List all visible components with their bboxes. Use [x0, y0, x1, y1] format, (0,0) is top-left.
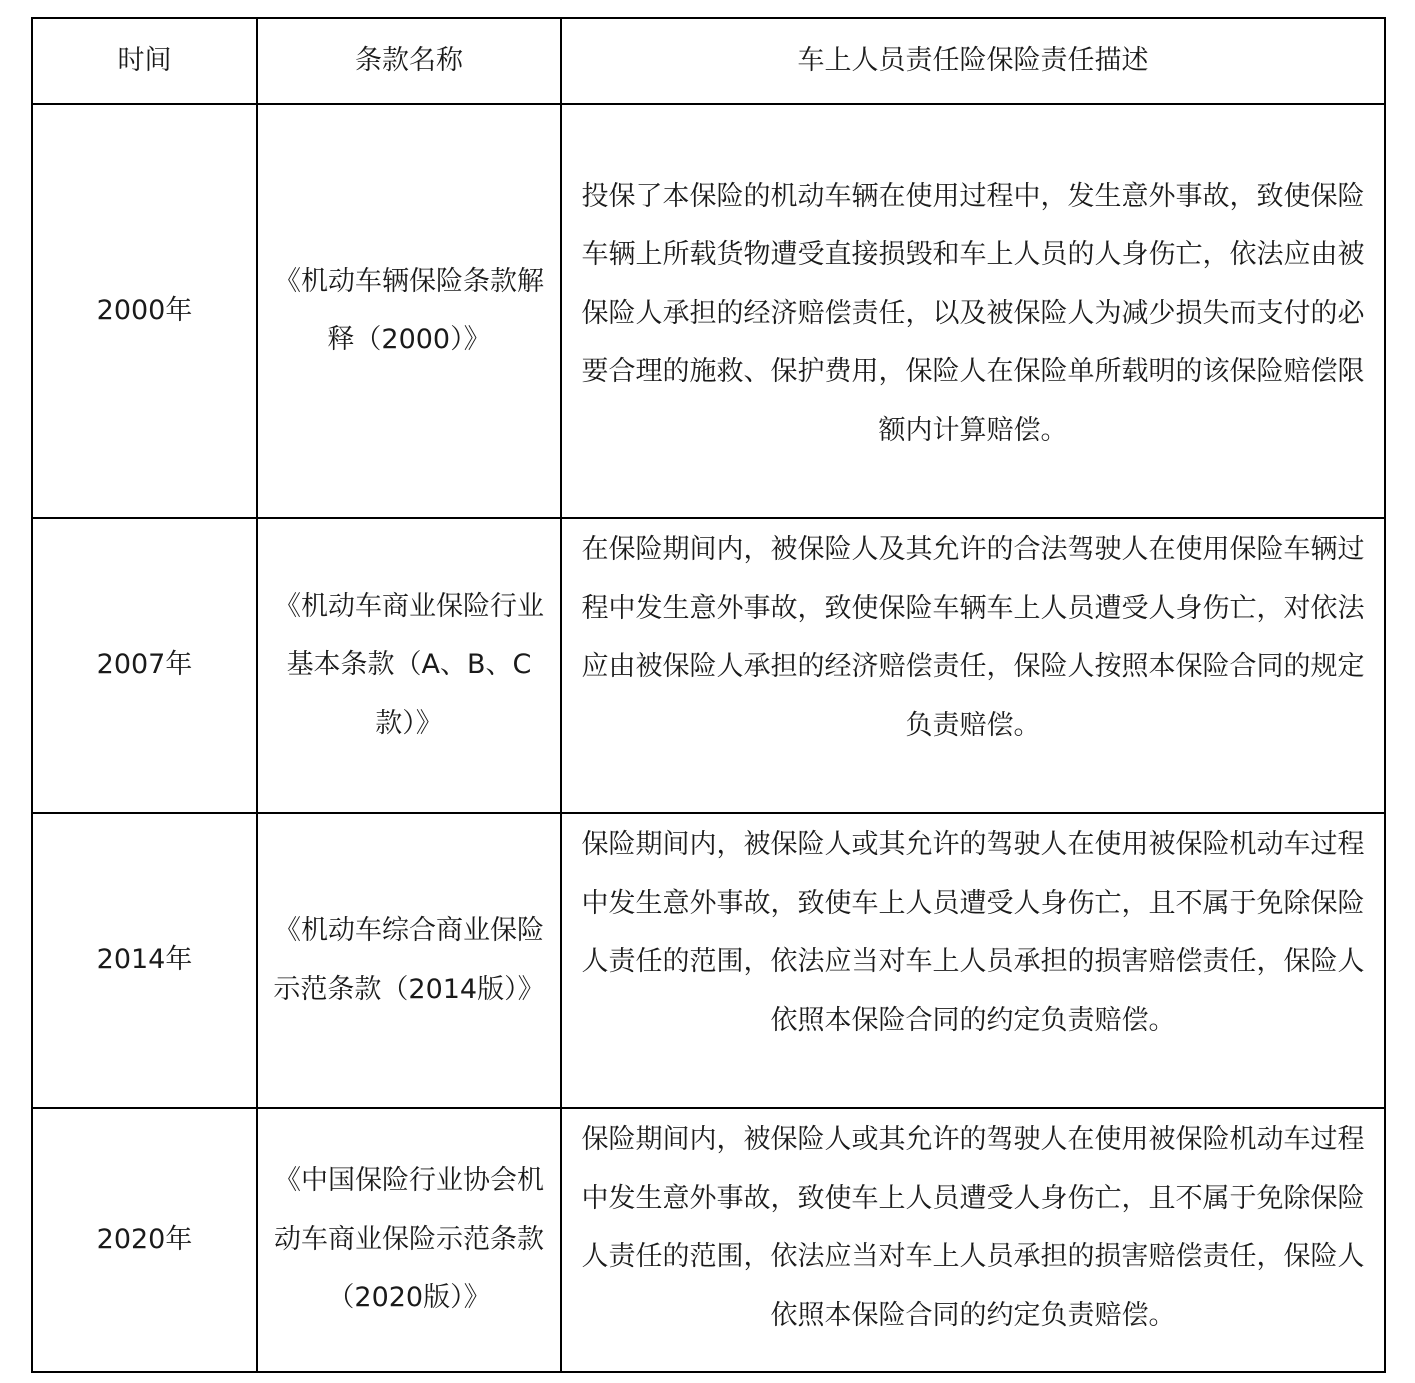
clause-name-text: 《机动车综合商业保险示范条款（2014版）》 [273, 915, 545, 1005]
clause-comparison-table [31, 17, 1386, 1373]
table-row [32, 104, 1385, 518]
clause-name-text: 《机动车辆保险条款解释（2000）》 [274, 265, 544, 355]
description-text: 保险期间内，被保险人或其允许的驾驶人在使用被保险机动车过程中发生意外事故，致使车上人员遭受人身伤亡，且不属于免除保险人责任的范围，依法应当对车上人员承担的损害赔偿责任，保险人依照本保险合同的约定负责赔偿。 [581, 1124, 1365, 1331]
clause-name-cell [257, 1108, 561, 1372]
header-description: 车上人员责任险保险责任描述 [561, 18, 1385, 104]
description-text: 保险期间内，被保险人或其允许的驾驶人在使用被保险机动车过程中发生意外事故，致使车上人员遭受人身伤亡，且不属于免除保险人责任的范围，依法应当对车上人员承担的损害赔偿责任，保险人依照本保险合同的约定负责赔偿。 [581, 829, 1365, 1036]
description-cell [561, 518, 1385, 813]
time-cell: 2014年 [32, 813, 257, 1108]
header-clause-name: 条款名称 [257, 18, 561, 104]
description-text: 在保险期间内，被保险人及其允许的合法驾驶人在使用保险车辆过程中发生意外事故，致使保险车辆车上人员遭受人身伤亡，对依法应由被保险人承担的经济赔偿责任，保险人按照本保险合同的规定负责赔偿。 [581, 534, 1365, 741]
clause-name-cell [257, 518, 561, 813]
description-text: 投保了本保险的机动车辆在使用过程中，发生意外事故，致使保险车辆上所载货物遭受直接损毁和车上人员的人身伤亡，依法应由被保险人承担的经济赔偿责任，以及被保险人为减少损失而支付的必要合理的施救、保护费用，保险人在保险单所载明的该保险赔偿限额内计算赔偿。 [581, 180, 1365, 446]
time-cell: 2000年 [32, 104, 257, 518]
description-cell [561, 1108, 1385, 1372]
description-cell [561, 104, 1385, 518]
table-row [32, 813, 1385, 1108]
table-header-row [32, 18, 1385, 104]
clause-name-text: 《中国保险行业协会机动车商业保险示范条款（2020版）》 [274, 1165, 544, 1314]
time-cell: 2007年 [32, 518, 257, 813]
time-cell: 2020年 [32, 1108, 257, 1372]
table-row [32, 518, 1385, 813]
header-time: 时间 [32, 18, 257, 104]
clause-name-cell [257, 104, 561, 518]
table-row [32, 1108, 1385, 1372]
clause-name-text: 《机动车商业保险行业基本条款（A、B、C款）》 [274, 590, 544, 739]
clause-name-cell [257, 813, 561, 1108]
description-cell [561, 813, 1385, 1108]
